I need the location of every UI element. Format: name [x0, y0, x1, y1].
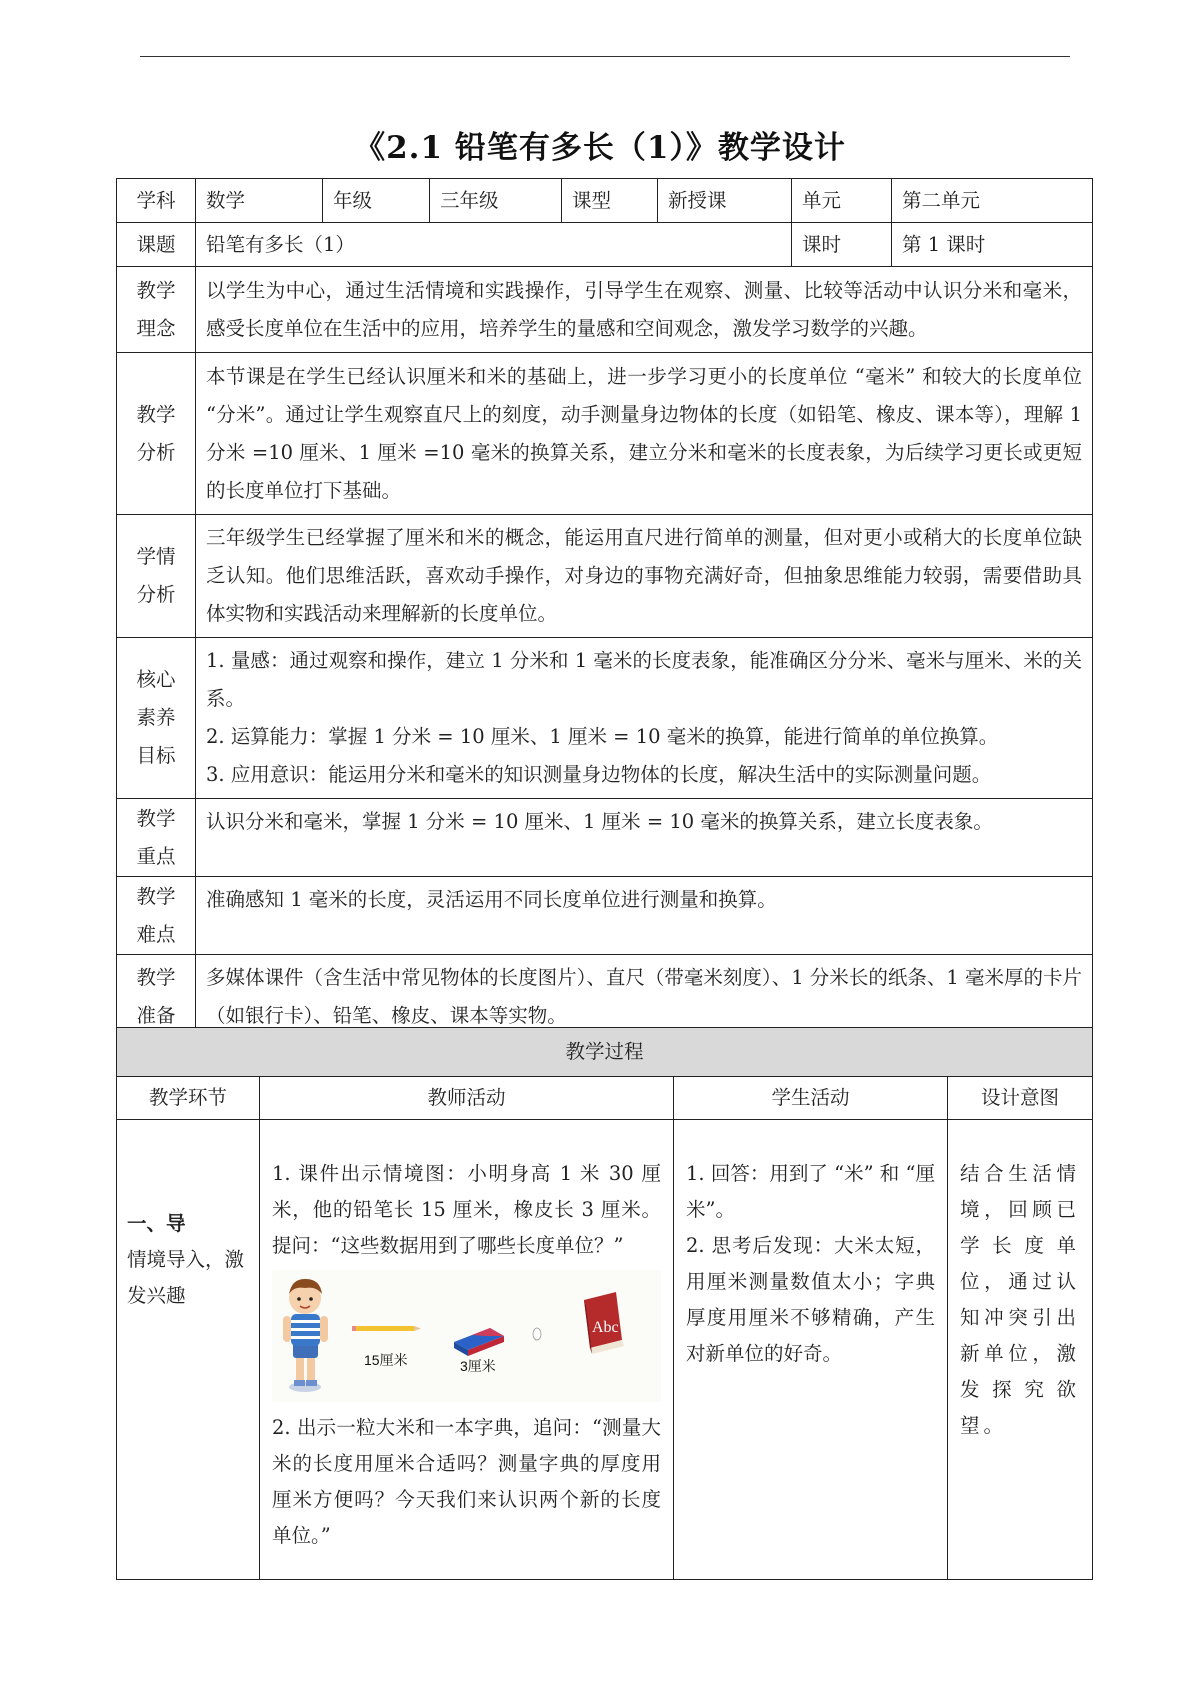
- analysis-text: 本节课是在学生已经认识厘米和米的基础上，进一步学习更小的长度单位 “毫米” 和较大的长度单位 “分米”。通过让学生观察直尺上的刻度，动手测量身边物体的长度（如铅笔、橡皮、课本等），理解 1 分米 =10 厘米、1 厘米 =10 毫米的换算关系，建立分米和毫米的长度表象，为后续学习更长或更短的长度单位打下基础。: [196, 353, 1093, 515]
- teacher-activity: [260, 1120, 674, 1580]
- topic-value: 铅笔有多长（1）: [196, 223, 792, 267]
- pencil-length-label: 15厘米: [364, 1352, 408, 1368]
- difficulty-label: 教学 难点: [117, 877, 196, 955]
- learner-analysis-label: 学情 分析: [117, 515, 196, 638]
- boy-icon: [283, 1279, 328, 1392]
- design-intent: 结合生活情境，回顾已学长度单位，通过认知冲突引出新单位，激发探究欲望。: [948, 1120, 1093, 1580]
- eraser-length-label: 3厘米: [460, 1358, 496, 1374]
- header-intent: 设计意图: [948, 1077, 1093, 1120]
- core-goal-item: 1. 量感：通过观察和操作，建立 1 分米和 1 毫米的长度表象，能准确区分分米、毫米与厘米、米的关系。: [206, 649, 1082, 710]
- unit-value: 第二单元: [892, 179, 1093, 223]
- preparation-label: 教学 准备: [117, 955, 196, 1040]
- rice-grain-icon: [533, 1328, 541, 1340]
- core-goal-item: 2. 运算能力：掌握 1 分米 = 10 厘米、1 厘米 = 10 毫米的换算，能进行简单的单位换算。: [206, 725, 999, 748]
- difficulty-text: 准确感知 1 毫米的长度，灵活运用不同长度单位进行测量和换算。: [196, 877, 1093, 955]
- key-points-text: 认识分米和毫米，掌握 1 分米 = 10 厘米、1 厘米 = 10 毫米的换算关系，建立长度表象。: [196, 799, 1093, 877]
- analysis-label: 教学 分析: [117, 353, 196, 515]
- header-teacher: 教师活动: [260, 1077, 674, 1120]
- process-table: [116, 1027, 1093, 1580]
- student-activity: [674, 1120, 948, 1580]
- grade-label: 年级: [323, 179, 430, 223]
- key-points-label: 教学 重点: [117, 799, 196, 877]
- philosophy-text: 以学生为中心，通过生活情境和实践操作，引导学生在观察、测量、比较等活动中认识分米和毫米，感受长度单位在生活中的应用，培养学生的量感和空间观念，激发学习数学的兴趣。: [196, 267, 1093, 353]
- process-title: 教学过程: [117, 1028, 1093, 1077]
- teacher-step-1: 1. 课件出示情境图：小明身高 1 米 30 厘米，他的铅笔长 15 厘米，橡皮长 3 厘米。提问：“这些数据用到了哪些长度单位？”: [272, 1162, 661, 1257]
- unit-label: 单元: [792, 179, 892, 223]
- core-goals-label: 核心 素养 目标: [117, 638, 196, 799]
- document-title: 《2.1 铅笔有多长（1）》教学设计: [354, 130, 846, 166]
- student-step-1: 1. 回答：用到了 “米” 和 “厘米”。: [686, 1162, 935, 1221]
- header-student: 学生活动: [674, 1077, 948, 1120]
- header-rule: [140, 56, 1070, 57]
- preparation-text: 多媒体课件（含生活中常见物体的长度图片）、直尺（带毫米刻度）、1 分米长的纸条、1 毫米厚的卡片（如银行卡）、铅笔、橡皮、课本等实物。: [196, 955, 1093, 1040]
- period-value: 第 1 课时: [892, 223, 1093, 267]
- student-step-2: 2. 思考后发现：大米太短，用厘米测量数值太小；字典厚度用厘米不够精确，产生对新单位的好奇。: [686, 1234, 935, 1365]
- book-cover-text: Abc: [592, 1319, 619, 1336]
- learner-analysis-text: 三年级学生已经掌握了厘米和米的概念，能运用直尺进行简单的测量，但对更小或稍大的长度单位缺乏认知。他们思维活跃，喜欢动手操作，对身边的事物充满好奇，但抽象思维能力较弱，需要借助具体实物和实践活动来理解新的长度单位。: [196, 515, 1093, 638]
- pencil-icon: [352, 1326, 421, 1331]
- core-goal-item: 3. 应用意识：能运用分米和毫米的知识测量身边物体的长度，解决生活中的实际测量问题。: [206, 763, 992, 786]
- stage-description: 情境导入，激发兴趣: [127, 1248, 245, 1307]
- topic-label: 课题: [117, 223, 196, 267]
- subject-label: 学科: [117, 179, 196, 223]
- teacher-step-2: 2. 出示一粒大米和一本字典，追问：“测量大米的长度用厘米合适吗？测量字典的厚度用厘米方便吗？今天我们来认识两个新的长度单位。”: [272, 1416, 661, 1547]
- core-goals-list: [196, 638, 1093, 799]
- type-label: 课型: [562, 179, 658, 223]
- header-stage: 教学环节: [117, 1077, 260, 1120]
- type-value: 新授课: [658, 179, 792, 223]
- stage-number: 一、导: [127, 1212, 186, 1235]
- scene-illustration: [272, 1270, 661, 1402]
- philosophy-label: 教学 理念: [117, 267, 196, 353]
- stage-cell: [117, 1120, 260, 1580]
- subject-value: 数学: [196, 179, 323, 223]
- period-label: 课时: [792, 223, 892, 267]
- info-table: [116, 178, 1093, 1040]
- grade-value: 三年级: [430, 179, 562, 223]
